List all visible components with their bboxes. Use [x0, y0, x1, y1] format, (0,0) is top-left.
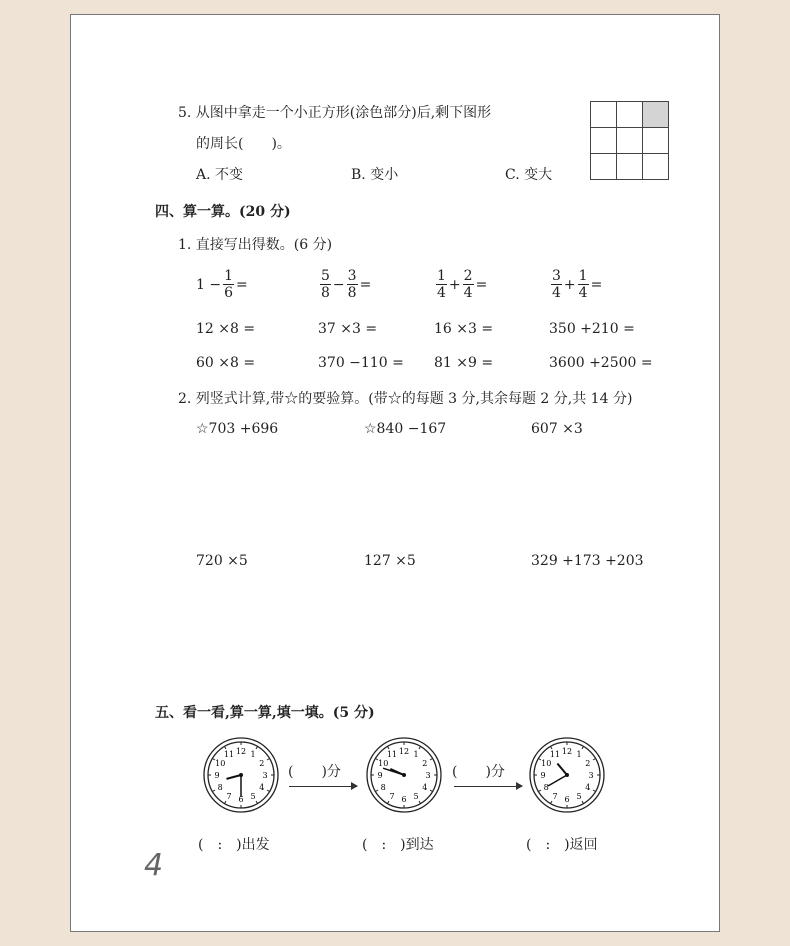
- svg-text:4: 4: [585, 783, 591, 792]
- fraction-problem: 1 − $\frac{1}{6}$ =: [196, 268, 248, 301]
- section5-title: 五、看一看,算一算,填一填。(5 分): [155, 705, 375, 721]
- svg-text:10: 10: [378, 759, 389, 768]
- svg-text:1: 1: [576, 750, 582, 760]
- clock-icon-arrival: [365, 736, 443, 814]
- svg-text:4: 4: [422, 783, 428, 792]
- svg-text:3: 3: [425, 771, 431, 780]
- part1-title: 1. 直接写出得数。(6 分): [178, 237, 333, 253]
- clock-icon-return: [528, 736, 606, 814]
- svg-text:7: 7: [389, 791, 395, 801]
- calc-problem: 370 −110 =: [318, 355, 404, 371]
- vertical-calc-problem: ☆840 −167: [364, 421, 447, 437]
- svg-text:7: 7: [552, 791, 558, 801]
- calc-problem: 37 ×3 =: [318, 321, 378, 337]
- arrival-time-blank: ( : )到达: [362, 837, 434, 853]
- arrow-icon: [454, 786, 522, 787]
- svg-text:5: 5: [250, 791, 256, 801]
- clock-icon-departure: [202, 736, 280, 814]
- svg-text:8: 8: [543, 783, 549, 792]
- part2-title: 2. 列竖式计算,带☆的要验算。(带☆的每题 3 分,其余每题 2 分,共 14 分): [178, 391, 633, 407]
- svg-text:12: 12: [235, 747, 247, 756]
- svg-text:2: 2: [422, 759, 428, 768]
- svg-text:8: 8: [380, 783, 386, 792]
- svg-text:9: 9: [540, 771, 546, 780]
- svg-text:2: 2: [585, 759, 591, 768]
- calc-problem: 81 ×9 =: [434, 355, 494, 371]
- svg-text:1: 1: [250, 750, 256, 760]
- section4-title: 四、算一算。(20 分): [155, 204, 291, 220]
- q5-line2: 的周长( )。: [196, 136, 291, 152]
- svg-text:5: 5: [413, 791, 419, 801]
- q5-line1: 5. 从图中拿走一个小正方形(涂色部分)后,剩下图形: [178, 105, 492, 121]
- arrow-icon: [289, 786, 357, 787]
- minutes-blank-2: ( )分: [452, 764, 505, 780]
- vertical-calc-problem: 127 ×5: [364, 553, 416, 569]
- calc-problem: 16 ×3 =: [434, 321, 494, 337]
- svg-text:4: 4: [259, 783, 265, 792]
- minutes-blank-1: ( )分: [288, 764, 341, 780]
- vertical-calc-problem: 607 ×3: [531, 421, 583, 437]
- calc-problem: 12 ×8 =: [196, 321, 256, 337]
- svg-text:9: 9: [214, 771, 220, 780]
- vertical-calc-problem: ☆703 +696: [196, 421, 279, 437]
- vertical-calc-problem: 329 +173 +203: [531, 553, 644, 569]
- fraction-problem: 1 4 + $\frac{2}{4}$ =: [437, 268, 488, 301]
- svg-text:12: 12: [398, 747, 410, 756]
- svg-text:11: 11: [386, 750, 398, 760]
- calc-problem: 3600 +2500 =: [549, 355, 653, 371]
- svg-text:3: 3: [262, 771, 268, 780]
- svg-text:9: 9: [377, 771, 383, 780]
- svg-text:11: 11: [549, 750, 561, 760]
- svg-text:10: 10: [215, 759, 226, 768]
- q5-option-c: C. 变大: [505, 167, 553, 183]
- svg-text:2: 2: [259, 759, 265, 768]
- q5-option-b: B. 变小: [351, 167, 399, 183]
- svg-text:5: 5: [576, 791, 582, 801]
- square-grid-figure: [590, 101, 669, 180]
- svg-text:8: 8: [217, 783, 223, 792]
- departure-time-blank: ( : )出发: [198, 837, 270, 853]
- page-number: 4: [144, 848, 164, 883]
- return-time-blank: ( : )返回: [526, 837, 598, 853]
- fraction-problem: 3 4 + $\frac{1}{4}$ =: [552, 268, 603, 301]
- fraction-problem: 5 8 − $\frac{3}{8}$ =: [321, 268, 372, 301]
- svg-text:11: 11: [223, 750, 235, 760]
- svg-text:6: 6: [238, 795, 244, 804]
- svg-text:7: 7: [226, 791, 232, 801]
- calc-problem: 60 ×8 =: [196, 355, 256, 371]
- svg-text:10: 10: [541, 759, 552, 768]
- vertical-calc-problem: 720 ×5: [196, 553, 248, 569]
- svg-text:1: 1: [413, 750, 419, 760]
- svg-text:3: 3: [588, 771, 594, 780]
- q5-option-a: A. 不变: [196, 167, 244, 183]
- svg-text:6: 6: [564, 795, 570, 804]
- svg-text:6: 6: [401, 795, 407, 804]
- svg-text:12: 12: [561, 747, 573, 756]
- calc-problem: 350 +210 =: [549, 321, 635, 337]
